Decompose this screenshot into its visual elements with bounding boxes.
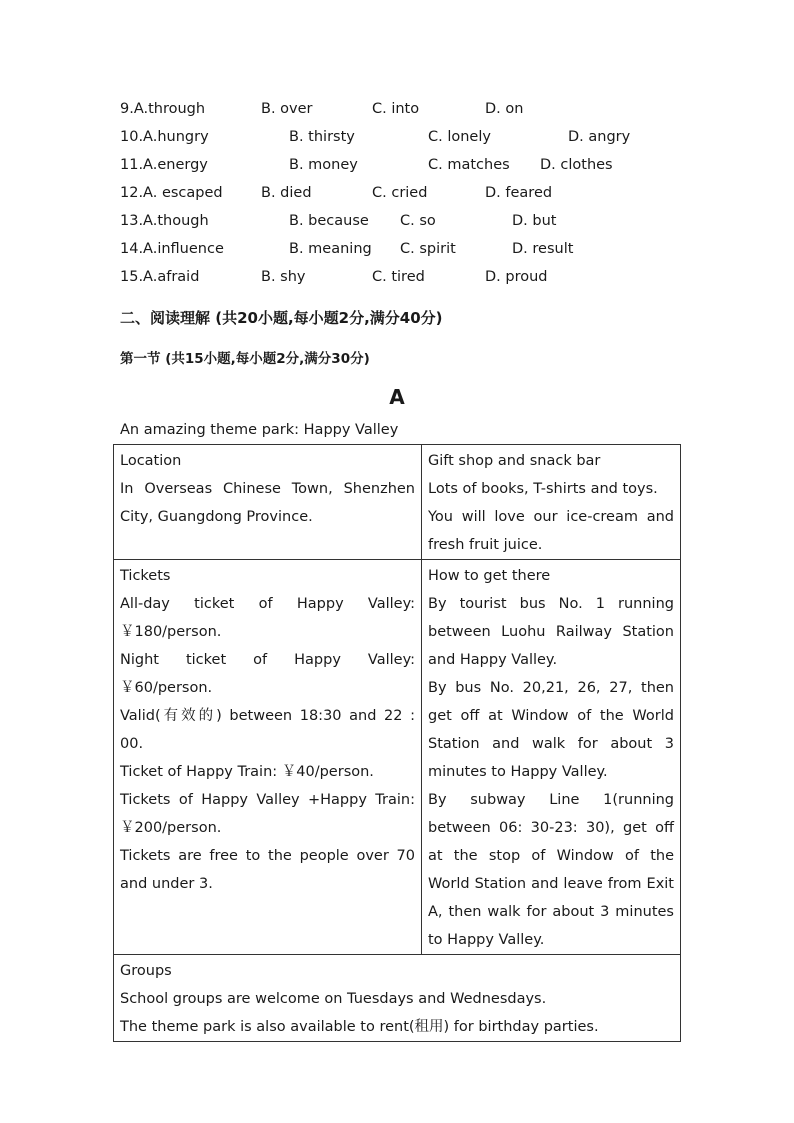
ticket-valid: Valid(有效的) between 18:30 and 22 : 00. xyxy=(120,708,415,752)
option-d: D. on xyxy=(485,101,524,117)
table-row xyxy=(114,445,681,560)
ticket-free: Tickets are free to the people over 70 and under 3. xyxy=(120,848,415,892)
bus-text: By bus No. 20,21, 26, 27, then get off at Window of the World Station and walk for about 3 minutes to Happy Valley. xyxy=(428,680,674,780)
section-heading-reading: 二、阅读理解 (共20小题,每小题2分,满分40分) xyxy=(120,309,443,327)
ticket-allday: All-day ticket of Happy Valley: ￥180/person. xyxy=(120,596,415,640)
tourist-bus-text: By tourist bus No. 1 running between Luohu Railway Station and Happy Valley. xyxy=(428,596,674,668)
option-d: D. but xyxy=(512,213,557,229)
option-c: C. tired xyxy=(372,269,425,285)
passage-intro: An amazing theme park: Happy Valley xyxy=(120,422,399,438)
option-a: 12.A. escaped xyxy=(120,185,223,201)
table-row xyxy=(114,560,681,955)
option-b: B. meaning xyxy=(289,241,372,257)
location-text: In Overseas Chinese Town, Shenzhen City, Guangdong Province. xyxy=(120,481,415,525)
option-b: B. because xyxy=(289,213,369,229)
option-d: D. result xyxy=(512,241,574,257)
passage-title: A xyxy=(389,385,405,409)
option-a: 15.A.afraid xyxy=(120,269,200,285)
option-a: 11.A.energy xyxy=(120,157,208,173)
section-heading-part1: 第一节 (共15小题,每小题2分,满分30分) xyxy=(120,351,370,367)
groups-line2: The theme park is also available to rent(租用) for birthday parties. xyxy=(120,1019,599,1035)
option-d: D. clothes xyxy=(540,157,613,173)
groups-cell xyxy=(114,955,681,1042)
gift-shop-line2: You will love our ice-cream and fresh fruit juice. xyxy=(428,509,674,553)
option-c: C. lonely xyxy=(428,129,491,145)
ticket-combo: Tickets of Happy Valley +Happy Train: ￥200/person. xyxy=(120,792,415,836)
gift-shop-heading: Gift shop and snack bar xyxy=(428,453,601,469)
option-d: D. proud xyxy=(485,269,548,285)
option-b: B. died xyxy=(261,185,312,201)
option-b: B. money xyxy=(289,157,358,173)
how-to-get-heading: How to get there xyxy=(428,568,551,584)
option-c: C. into xyxy=(372,101,420,117)
option-b: B. shy xyxy=(261,269,306,285)
table-row xyxy=(114,955,681,1042)
option-c: C. so xyxy=(400,213,436,229)
location-heading: Location xyxy=(120,453,182,469)
location-cell xyxy=(114,445,422,560)
option-a: 10.A.hungry xyxy=(120,129,209,145)
subway-text: By subway Line 1(running between 06: 30-23: 30), get off at the stop of Window of the World Station and leave from Exit A, then walk for about 3 minutes to Happy Valley. xyxy=(428,792,674,948)
option-a: 14.A.influence xyxy=(120,241,224,257)
option-c: C. matches xyxy=(428,157,510,173)
tickets-heading: Tickets xyxy=(120,568,171,584)
option-d: D. feared xyxy=(485,185,553,201)
ticket-night: Night ticket of Happy Valley: ￥60/person. xyxy=(120,652,415,696)
option-b: B. thirsty xyxy=(289,129,355,145)
option-b: B. over xyxy=(261,101,313,117)
info-table xyxy=(113,444,681,1042)
groups-line1: School groups are welcome on Tuesdays and Wednesdays. xyxy=(120,991,547,1007)
option-c: C. cried xyxy=(372,185,428,201)
option-a: 13.A.though xyxy=(120,213,209,229)
groups-heading: Groups xyxy=(120,963,172,979)
ticket-train: Ticket of Happy Train: ￥40/person. xyxy=(120,764,374,780)
option-d: D. angry xyxy=(568,129,631,145)
tickets-cell xyxy=(114,560,422,955)
option-a: 9.A.through xyxy=(120,101,206,117)
option-c: C. spirit xyxy=(400,241,456,257)
gift-shop-line1: Lots of books, T-shirts and toys. xyxy=(428,481,658,497)
how-to-get-cell xyxy=(422,560,681,955)
gift-shop-cell xyxy=(422,445,681,560)
